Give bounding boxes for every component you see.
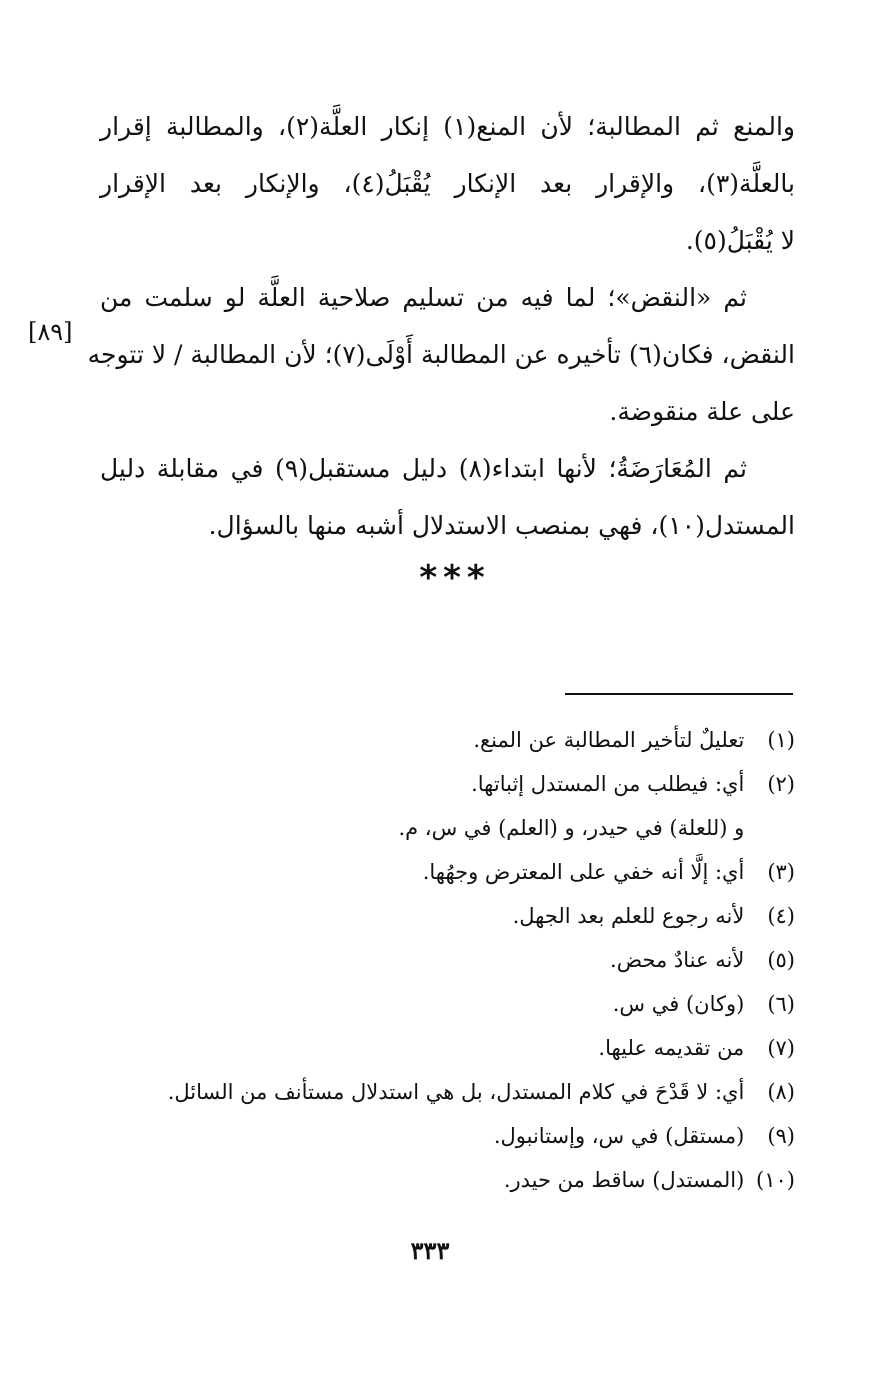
footnote bbox=[100, 982, 795, 1026]
footnote-number: (١) bbox=[767, 728, 795, 752]
footnote bbox=[100, 850, 795, 894]
text-line: على علة منقوضة. bbox=[609, 397, 795, 426]
text-line: لا يُقْبَلُ(٥). bbox=[685, 226, 795, 255]
footnote-number: (٩) bbox=[767, 1124, 795, 1148]
text-line: ثم «النقض»؛ لما فيه من تسليم صلاحية العلَّة لو سلمت من bbox=[100, 283, 747, 312]
footnote bbox=[100, 1070, 795, 1114]
footnote-text: أي: فيطلب من المستدل إثباتها. bbox=[471, 772, 745, 796]
footnote-text: (وكان) في س. bbox=[612, 992, 745, 1016]
text-line: ثم المُعَارَضَةُ؛ لأنها ابتداء(٨) دليل مستقبل(٩) في مقابلة دليل bbox=[100, 454, 747, 483]
text-line: المستدل(١٠)، فهي بمنصب الاستدلال أشبه منها بالسؤال. bbox=[208, 511, 795, 540]
footnote bbox=[100, 1158, 795, 1202]
footnote bbox=[100, 938, 795, 982]
footnote-number: (٤) bbox=[767, 904, 795, 928]
footnote-text: من تقديمه عليها. bbox=[598, 1036, 745, 1060]
footnote-text: لأنه رجوع للعلم بعد الجهل. bbox=[512, 904, 745, 928]
footnote-number: (٨) bbox=[767, 1080, 795, 1104]
text-line: والمنع ثم المطالبة؛ لأن المنع(١) إنكار العلَّة(٢)، والمطالبة إقرار bbox=[100, 112, 796, 141]
footnotes bbox=[100, 718, 795, 1202]
footnote-number: (٢) bbox=[767, 772, 795, 796]
footnote-text: أي: إلَّا أنه خفي على المعترض وجهُها. bbox=[422, 860, 745, 884]
footnote-text: تعليلٌ لتأخير المطالبة عن المنع. bbox=[473, 728, 745, 752]
footnote-text: (المستدل) ساقط من حيدر. bbox=[503, 1168, 745, 1192]
footnote bbox=[100, 718, 795, 762]
footnote-number: (٣) bbox=[767, 860, 795, 884]
footnote-text: (مستقل) في س، وإستانبول. bbox=[493, 1124, 745, 1148]
footnote bbox=[100, 894, 795, 938]
footnote-text: و (للعلة) في حيدر، و (العلم) في س، م. bbox=[398, 816, 745, 840]
footnote-number: (٦) bbox=[767, 992, 795, 1016]
page-number: ٣٣٣ bbox=[410, 1236, 450, 1265]
footnote-divider bbox=[565, 693, 793, 695]
footnote bbox=[100, 1114, 795, 1158]
footnote bbox=[100, 762, 795, 806]
manuscript-folio-marker: [٨٩] bbox=[28, 318, 73, 346]
section-separator: *** bbox=[419, 558, 491, 598]
text-line: النقض، فكان(٦) تأخيره عن المطالبة أَوْلَى(٧)؛ لأن المطالبة / لا تتوجه bbox=[87, 340, 795, 369]
footnote-text: لأنه عنادٌ محض. bbox=[610, 948, 745, 972]
footnote-number: (٥) bbox=[767, 948, 795, 972]
footnote bbox=[100, 806, 795, 850]
footnote-number: (١٠) bbox=[756, 1168, 795, 1192]
footnote-text: أي: لا قَدْحَ في كلام المستدل، بل هي استدلال مستأنف من السائل. bbox=[167, 1080, 745, 1104]
text-line: بالعلَّة(٣)، والإقرار بعد الإنكار يُقْبَلُ(٤)، والإنكار بعد الإقرار bbox=[100, 169, 795, 198]
main-text bbox=[87, 98, 796, 554]
footnote-number: (٧) bbox=[767, 1036, 795, 1060]
footnote bbox=[100, 1026, 795, 1070]
